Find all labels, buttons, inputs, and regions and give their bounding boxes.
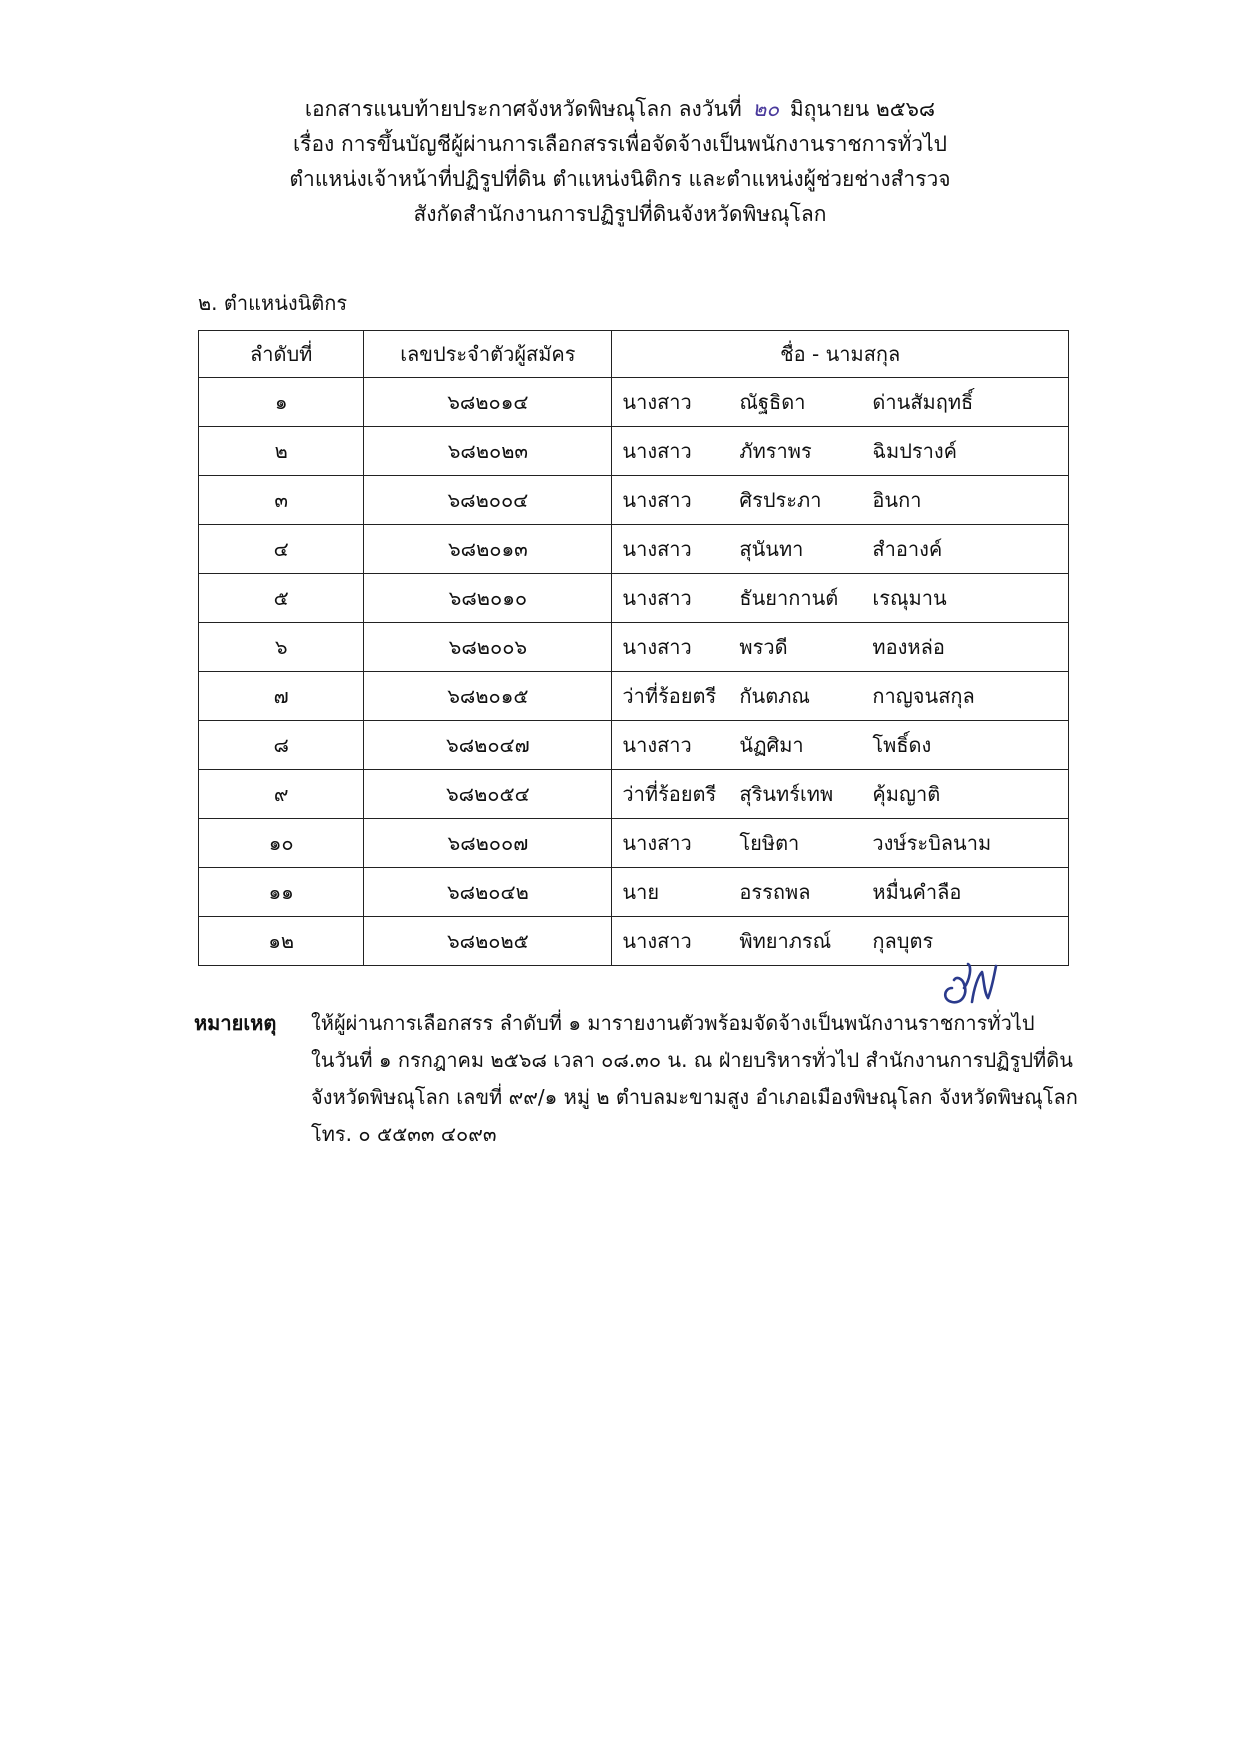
row-applicant-id: ๖๘๒๐๐๗: [364, 819, 612, 868]
row-order: ๑: [199, 378, 364, 427]
last-name: วงษ์ระบิลนาม: [872, 831, 992, 855]
first-name: ภัทราพร: [739, 439, 812, 463]
row-order: ๑๐: [199, 819, 364, 868]
last-name: โพธิ์ดง: [872, 733, 932, 757]
row-full-name: [612, 819, 1069, 868]
last-name: คุ้มญาติ: [872, 782, 941, 806]
row-applicant-id: ๖๘๒๐๐๔: [364, 476, 612, 525]
table-row: [199, 525, 1069, 574]
row-applicant-id: ๖๘๒๐๐๖: [364, 623, 612, 672]
row-applicant-id: ๖๘๒๐๑๔: [364, 378, 612, 427]
remark-line: จังหวัดพิษณุโลก เลขที่ ๙๙/๑ หมู่ ๒ ตำบลมะขามสูง อำเภอเมืองพิษณุโลก จังหวัดพิษณุโลก: [311, 1085, 1078, 1109]
remark-text: [311, 1005, 1161, 1153]
name-title: นางสาว: [622, 537, 692, 561]
name-title: นางสาว: [622, 733, 692, 757]
first-name: พรวดี: [739, 635, 788, 659]
remark-line: ให้ผู้ผ่านการเลือกสรร ลำดับที่ ๑ มารายงานตัวพร้อมจัดจ้างเป็นพนักงานราชการทั่วไป: [311, 1011, 1035, 1035]
row-order: ๒: [199, 427, 364, 476]
row-applicant-id: ๖๘๒๐๑๓: [364, 525, 612, 574]
table-row: [199, 378, 1069, 427]
row-order: ๑๒: [199, 917, 364, 966]
row-applicant-id: ๖๘๒๐๔๗: [364, 721, 612, 770]
name-title: นางสาว: [622, 586, 692, 610]
row-order: ๕: [199, 574, 364, 623]
row-full-name: [612, 917, 1069, 966]
row-full-name: [612, 623, 1069, 672]
row-applicant-id: ๖๘๒๐๑๕: [364, 672, 612, 721]
remark-label: หมายเหตุ: [194, 1011, 277, 1035]
row-order: ๖: [199, 623, 364, 672]
table-row: [199, 672, 1069, 721]
row-full-name: [612, 868, 1069, 917]
row-order: ๓: [199, 476, 364, 525]
row-full-name: [612, 672, 1069, 721]
row-order: ๑๑: [199, 868, 364, 917]
row-full-name: [612, 476, 1069, 525]
header-line-2: เรื่อง การขึ้นบัญชีผู้ผ่านการเลือกสรรเพื่อจัดจ้างเป็นพนักงานราชการทั่วไป: [292, 132, 947, 156]
handwritten-date: ๒๐: [752, 97, 780, 121]
row-applicant-id: ๖๘๒๐๒๕: [364, 917, 612, 966]
table-row: [199, 868, 1069, 917]
header-applicant-id: เลขประจำตัวผู้สมัคร: [364, 331, 612, 378]
first-name: อรรถพล: [739, 880, 811, 904]
name-title: นางสาว: [622, 439, 692, 463]
first-name: กันตภณ: [739, 684, 810, 708]
remark-line: ในวันที่ ๑ กรกฎาคม ๒๕๖๘ เวลา ๐๘.๓๐ น. ณ ฝ่ายบริหารทั่วไป สำนักงานการปฏิรูปที่ดิน: [311, 1048, 1073, 1072]
last-name: หมื่นคำลือ: [872, 880, 962, 904]
first-name: นัฏศิมา: [739, 733, 804, 757]
last-name: ทองหล่อ: [872, 635, 945, 659]
remark-line: โทร. ๐ ๕๕๓๓ ๔๐๙๓: [311, 1122, 497, 1146]
last-name: อินกา: [872, 488, 922, 512]
signature-mark: [938, 958, 998, 1008]
row-full-name: [612, 770, 1069, 819]
last-name: สำอางค์: [872, 537, 943, 561]
first-name: ณัฐธิดา: [739, 390, 806, 414]
table-row: [199, 574, 1069, 623]
row-applicant-id: ๖๘๒๐๑๐: [364, 574, 612, 623]
row-order: ๘: [199, 721, 364, 770]
row-order: ๙: [199, 770, 364, 819]
row-full-name: [612, 721, 1069, 770]
first-name: พิทยาภรณ์: [739, 929, 832, 953]
last-name: เรณุมาน: [872, 586, 947, 610]
name-title: นางสาว: [622, 929, 692, 953]
header-full-name: ชื่อ - นามสกุล: [612, 331, 1069, 378]
header-line-1-prefix: เอกสารแนบท้ายประกาศจังหวัดพิษณุโลก ลงวันที่: [304, 97, 742, 121]
last-name: กุลบุตร: [872, 929, 934, 953]
first-name: ธันยากานต์: [739, 586, 839, 610]
table-row: [199, 623, 1069, 672]
first-name: ศิรประภา: [739, 488, 822, 512]
header-line-1: [0, 92, 1240, 127]
header-line-1-suffix: มิถุนายน ๒๕๖๘: [789, 97, 936, 121]
name-title: นางสาว: [622, 488, 692, 512]
table-row: [199, 721, 1069, 770]
row-full-name: [612, 427, 1069, 476]
row-order: ๗: [199, 672, 364, 721]
table-header-row: [199, 331, 1069, 378]
table-row: [199, 819, 1069, 868]
header-line-3: ตำแหน่งเจ้าหน้าที่ปฏิรูปที่ดิน ตำแหน่งนิติกร และตำแหน่งผู้ช่วยช่างสำรวจ: [289, 167, 951, 191]
row-full-name: [612, 378, 1069, 427]
name-title: นางสาว: [622, 831, 692, 855]
row-full-name: [612, 525, 1069, 574]
row-applicant-id: ๖๘๒๐๕๔: [364, 770, 612, 819]
row-full-name: [612, 574, 1069, 623]
name-title: นางสาว: [622, 635, 692, 659]
name-title: นางสาว: [622, 390, 692, 414]
document-header: [0, 92, 1240, 232]
row-applicant-id: ๖๘๒๐๔๒: [364, 868, 612, 917]
row-order: ๔: [199, 525, 364, 574]
first-name: สุนันทา: [739, 537, 804, 561]
row-applicant-id: ๖๘๒๐๒๓: [364, 427, 612, 476]
header-line-4: สังกัดสำนักงานการปฏิรูปที่ดินจังหวัดพิษณุโลก: [413, 202, 827, 226]
last-name: ฉิมปรางค์: [872, 439, 958, 463]
table-row: [199, 427, 1069, 476]
last-name: กาญจนสกุล: [872, 684, 975, 708]
first-name: สุรินทร์เทพ: [739, 782, 834, 806]
candidate-table: [198, 330, 1069, 966]
table-row: [199, 770, 1069, 819]
first-name: โยษิตา: [739, 831, 800, 855]
header-order: ลำดับที่: [199, 331, 364, 378]
name-title: ว่าที่ร้อยตรี: [622, 684, 717, 708]
last-name: ด่านสัมฤทธิ์: [872, 390, 974, 414]
table-row: [199, 476, 1069, 525]
name-title: ว่าที่ร้อยตรี: [622, 782, 717, 806]
name-title: นาย: [622, 880, 660, 904]
section-title: ๒. ตำแหน่งนิติกร: [198, 291, 348, 315]
